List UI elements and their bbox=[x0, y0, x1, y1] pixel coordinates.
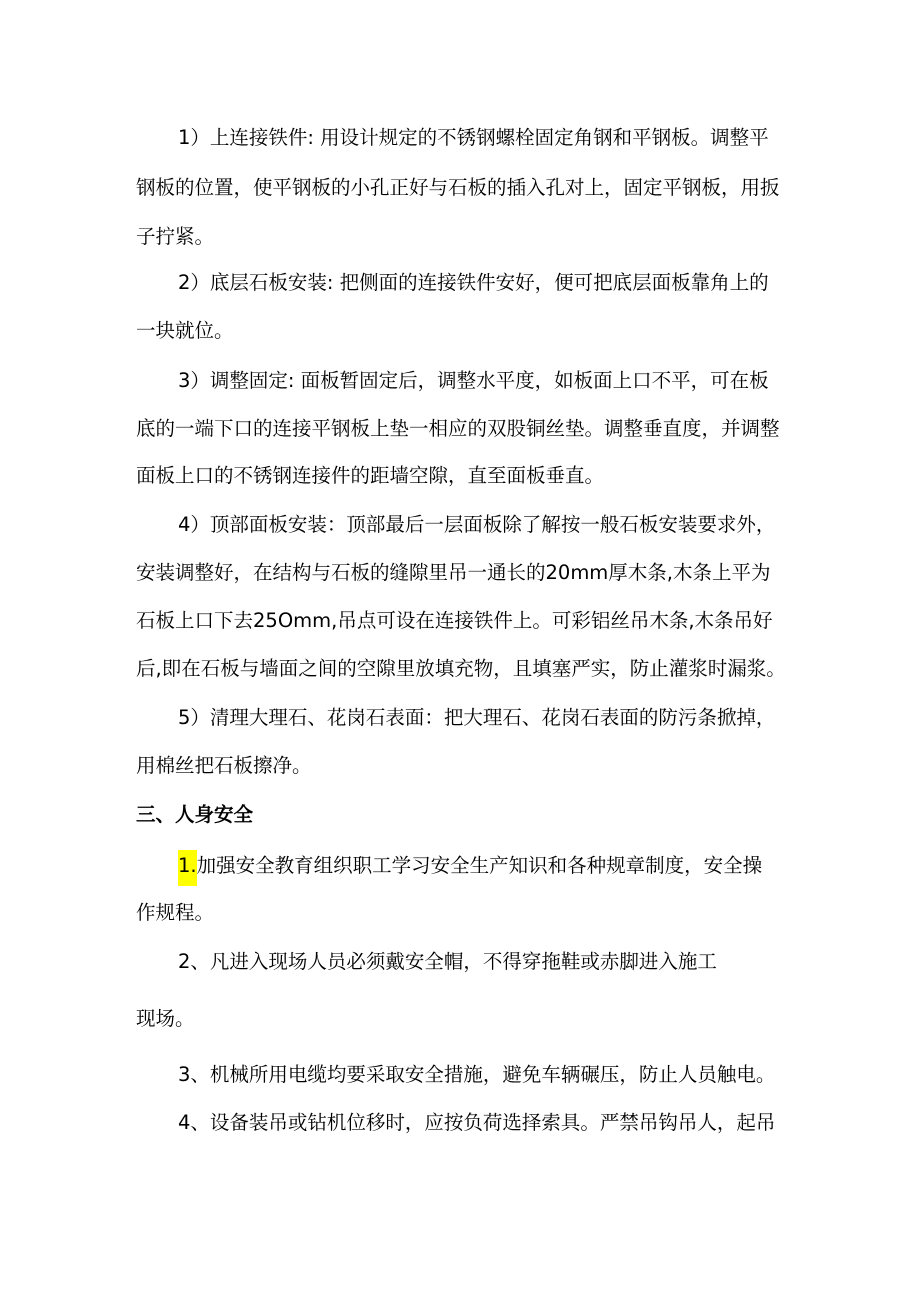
paragraph-4-line-2: 安装调整好，在结构与石板的缝隙里吊一通长的20mm厚木条,木条上平为 bbox=[136, 561, 771, 584]
paragraph-1-line-3: 子拧紧。 bbox=[136, 225, 215, 248]
highlighted-number: 1. bbox=[178, 850, 197, 886]
paragraph-1-line-1: 1）上连接铁件: 用设计规定的不锈钢螺栓固定角钢和平钢板。调整平 bbox=[178, 126, 769, 149]
paragraph-3-line-2: 底的一端下口的连接平钢板上垫一相应的双股铜丝垫。调整垂直度，并调整 bbox=[136, 417, 780, 440]
paragraph-5-line-1: 5）清理大理石、花岗石表面：把大理石、花岗石表面的防污条掀掉， bbox=[178, 706, 776, 729]
paragraph-1-line-2: 钢板的位置，使平钢板的小孔正好与石板的插入孔对上，固定平钢板，用扳 bbox=[136, 176, 780, 199]
safety-item-4-line-1: 4、设备装吊或钻机位移时，应按负荷选择索具。严禁吊钩吊人，起吊 bbox=[178, 1111, 776, 1134]
paragraph-4-line-4: 后,即在石板与墙面之间的空隙里放填充物，且填塞严实，防止灌浆时漏浆。 bbox=[136, 657, 786, 680]
paragraph-3-line-1: 3）调整固定: 面板暂固定后，调整水平度，如板面上口不平，可在板 bbox=[178, 369, 769, 392]
safety-item-1-text: 加强安全教育组织职工学习安全生产知识和各种规章制度，安全操 bbox=[196, 854, 763, 877]
paragraph-4-line-3: 石板上口下去25Omm,吊点可设在连接铁件上。可彩铝丝吊木条,木条吊好 bbox=[136, 609, 773, 632]
paragraph-2-line-2: 一块就位。 bbox=[136, 319, 234, 342]
safety-item-2-line-1: 2、凡进入现场人员必须戴安全帽，不得穿拖鞋或赤脚进入施工 bbox=[178, 950, 717, 973]
paragraph-3-line-3: 面板上口的不锈钢连接件的距墙空隙，直至面板垂直。 bbox=[136, 464, 605, 487]
safety-item-1-line-1 bbox=[178, 850, 762, 886]
safety-item-2-line-2: 现场。 bbox=[136, 1007, 195, 1030]
safety-item-1-line-2: 作规程。 bbox=[136, 901, 215, 924]
paragraph-5-line-2: 用棉丝把石板擦净。 bbox=[136, 754, 312, 777]
section-heading: 三、人身安全 bbox=[136, 803, 254, 826]
paragraph-4-line-1: 4）顶部面板安装：顶部最后一层面板除了解按一般石板安装要求外， bbox=[178, 513, 776, 536]
paragraph-2-line-1: 2）底层石板安装: 把侧面的连接铁件安好，便可把底层面板靠角上的 bbox=[178, 271, 769, 294]
safety-item-3-line-1: 3、机械所用电缆均要采取安全措施，避免车辆碾压，防止人员触电。 bbox=[178, 1063, 776, 1086]
